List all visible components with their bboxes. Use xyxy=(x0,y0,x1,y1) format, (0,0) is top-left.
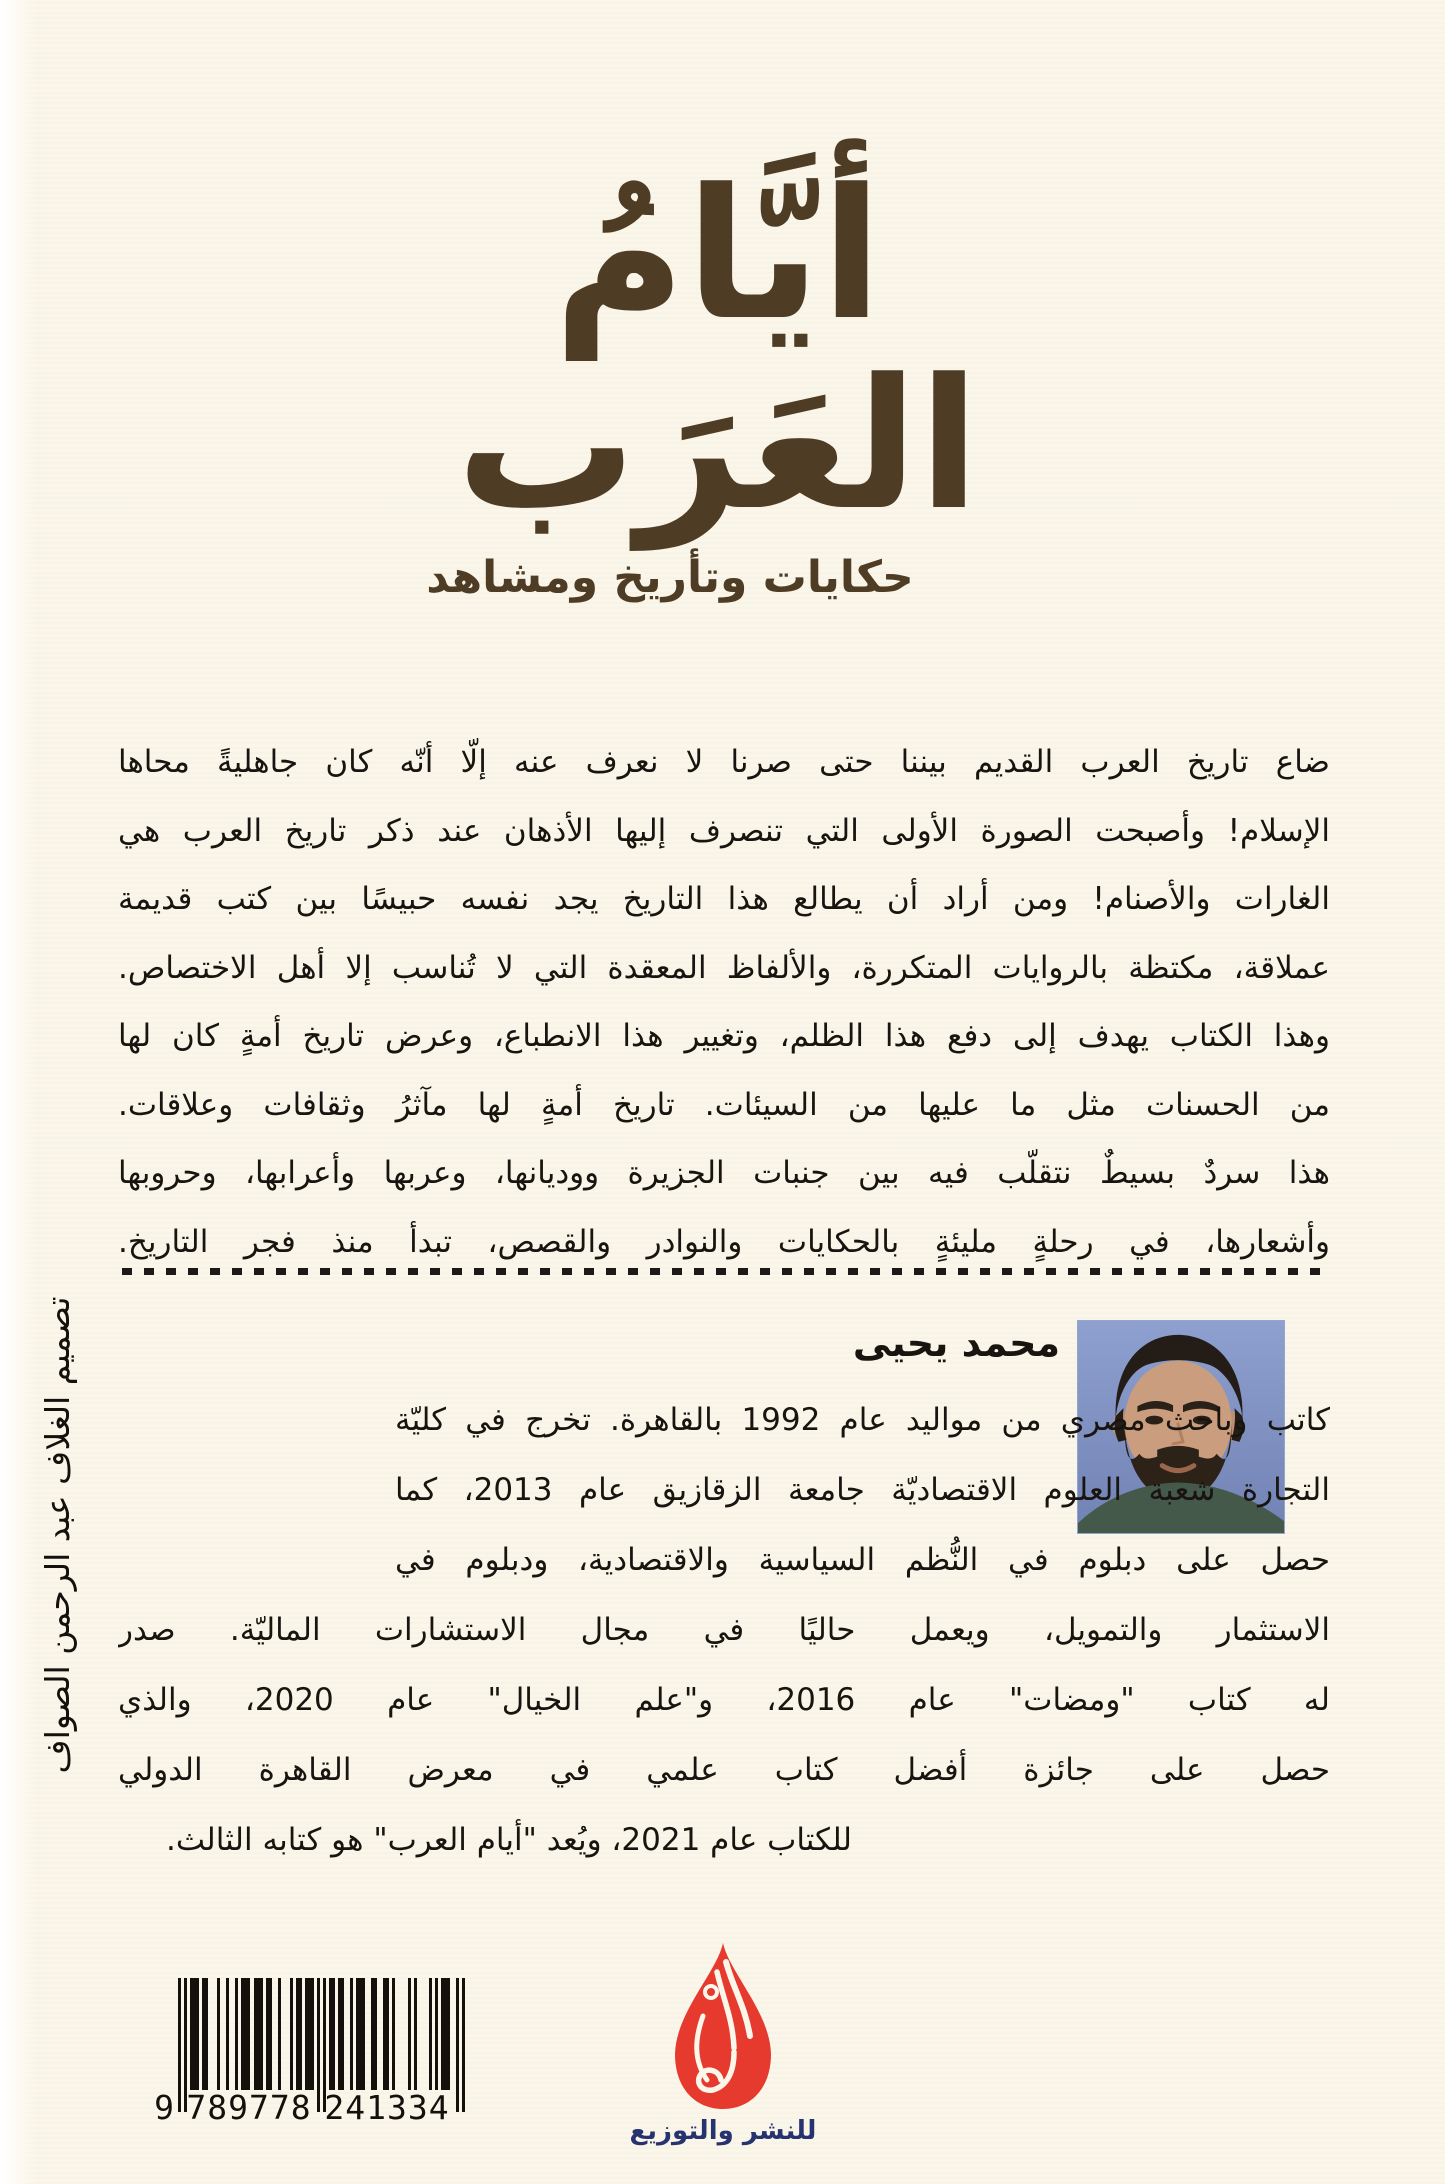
barcode-bar xyxy=(241,1978,250,2090)
barcode-bar xyxy=(441,1978,450,2090)
barcode-bar xyxy=(235,1978,238,2090)
barcode-bar xyxy=(290,1978,293,2090)
bio-line: حصل على جائزة أفضل كتاب علمي في معرض القاهرة الدولي xyxy=(118,1752,1330,1788)
bio-line: التجارة شعبة العلوم الاقتصاديّة جامعة الزقازيق عام 2013، كما xyxy=(395,1472,1330,1508)
barcode-bar xyxy=(317,1978,320,2112)
barcode-bar xyxy=(226,1978,229,2090)
designer-credit: تصميم الغلاف عبد الرحمن الصواف xyxy=(38,1296,77,1774)
synopsis xyxy=(118,728,1330,1276)
isbn-digits-right: 241334 xyxy=(324,2088,450,2127)
barcode-bar xyxy=(338,1978,344,2090)
synopsis-line: هذا سردٌ بسيطٌ نتقلّب فيه بين جنبات الجزيرة ووديانها، وعربها وأعرابها، وحروبها xyxy=(118,1155,1330,1191)
isbn-barcode xyxy=(155,1978,467,2140)
bio-line: الاستثمار والتمويل، ويعمل حاليًا في مجال الاستشارات الماليّة. صدر xyxy=(118,1612,1330,1648)
publisher-teardrop-icon xyxy=(671,1940,775,2112)
barcode-bar xyxy=(462,1978,465,2112)
barcode-bar xyxy=(266,1978,272,2090)
author-name: محمد يحيى xyxy=(852,1321,1060,1365)
barcode-bar xyxy=(356,1978,365,2090)
synopsis-line: من الحسنات مثل ما عليها من السيئات. تاريخ أمةٍ لها مآثرُ وثقافات وعلاقات. xyxy=(118,1086,1330,1123)
barcode-bar xyxy=(350,1978,353,2090)
author-bio xyxy=(118,1385,1330,1875)
barcode-bar xyxy=(202,1978,208,2090)
isbn-digits-left: 789778 xyxy=(186,2088,312,2127)
synopsis-line: الغارات والأصنام! ومن أراد أن يطالع هذا التاريخ يجد نفسه حبيسًا بين كتب قديمة xyxy=(118,881,1330,917)
barcode-bar xyxy=(329,1978,335,2090)
book-subtitle: حكايات وتأريخ ومشاهد xyxy=(426,552,914,603)
synopsis-line: عملاقة، مكتظة بالروايات المتكررة، والألفاظ المعقدة التي لا تُناسب إلا أهل الاختصاص. xyxy=(118,949,1330,986)
barcode-bar xyxy=(254,1978,263,2090)
barcode-bar xyxy=(371,1978,377,2090)
bio-line: للكتاب عام 2021، ويُعد "أيام العرب" هو كتابه الثالث. xyxy=(166,1822,852,1858)
synopsis-line: ضاع تاريخ العرب القديم بيننا حتى صرنا لا نعرف عنه إلّا أنّه كان جاهليةً محاها xyxy=(118,744,1330,780)
barcode-bar xyxy=(414,1978,417,2090)
barcode-bar xyxy=(305,1978,314,2090)
barcode-bar xyxy=(435,1978,438,2090)
book-title-line2: العَرَب xyxy=(456,341,980,550)
isbn-digit-first: 9 xyxy=(154,2088,174,2127)
page-edge-highlight xyxy=(0,0,36,2184)
barcode-bar xyxy=(392,1978,395,2090)
synopsis-line: الإسلام! وأصبحت الصورة الأولى التي تنصرف إليها الأذهان عند ذكر تاريخ العرب هي xyxy=(118,812,1330,849)
synopsis-line: وأشعارها، في رحلةٍ مليئةٍ بالحكايات والنوادر والقصص، تبدأ منذ فجر التاريخ. xyxy=(118,1223,1330,1260)
barcode-bar xyxy=(383,1978,389,2090)
barcode-bar xyxy=(278,1978,281,2090)
publisher-tagline: للنشر والتوزيع xyxy=(629,2116,817,2146)
barcode-bar xyxy=(296,1978,302,2090)
bio-line: حصل على دبلوم في النُّظم السياسية والاقتصادية، ودبلوم في xyxy=(395,1542,1330,1578)
barcode-bar xyxy=(217,1978,220,2090)
dashed-divider xyxy=(122,1268,1330,1275)
book-title-line1: أيَّامُ xyxy=(553,151,883,360)
publisher-logo xyxy=(618,1940,828,2148)
bio-line: له كتاب "ومضات" عام 2016، و"علم الخيال" عام 2020، والذي xyxy=(118,1682,1330,1718)
barcode-bar xyxy=(429,1978,432,2090)
barcode-bar xyxy=(456,1978,459,2112)
synopsis-line: وهذا الكتاب يهدف إلى دفع هذا الظلم، وتغيير هذا الانطباع، وعرض تاريخ أمةٍ كان لها xyxy=(118,1018,1330,1054)
barcode-bar xyxy=(190,1978,199,2090)
barcode-bar xyxy=(408,1978,411,2090)
bio-line: كاتب وباحث مصري من مواليد عام 1992 بالقاهرة. تخرج في كليّة xyxy=(395,1402,1330,1438)
